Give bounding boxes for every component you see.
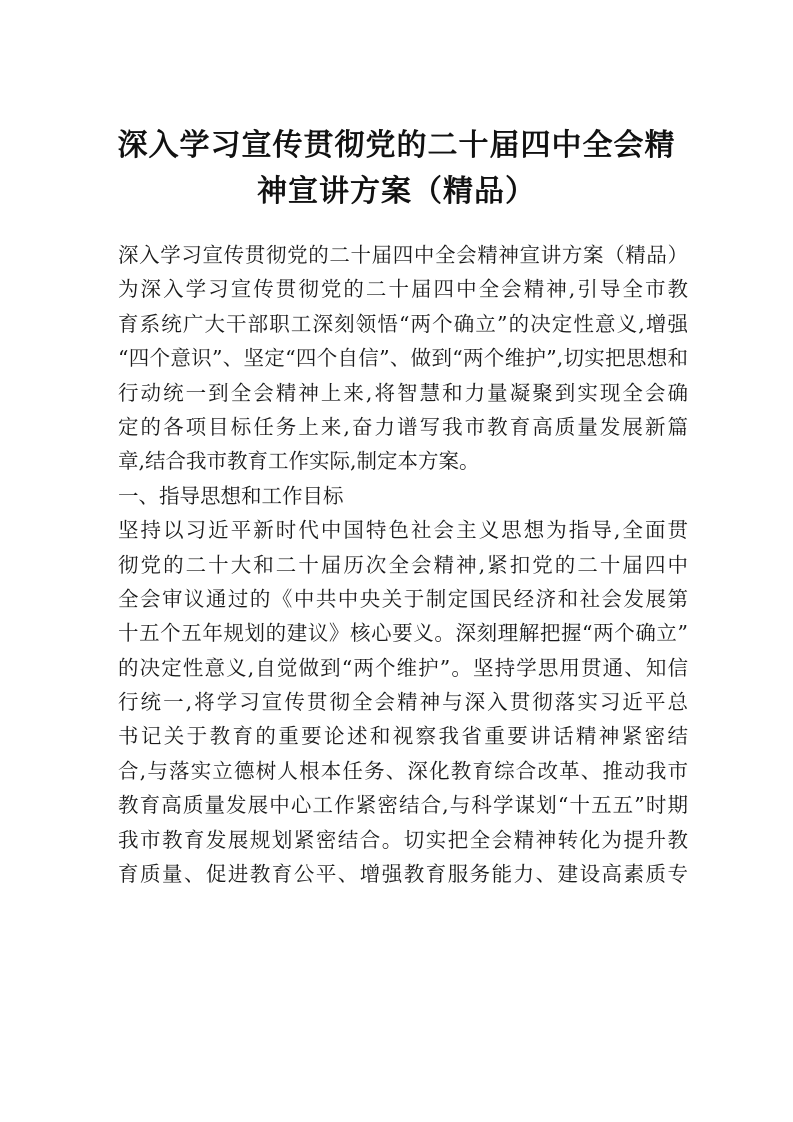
- body-text-line: 育系统广大干部职工深刻领悟“两个确立”的决定性意义,增强: [118, 311, 688, 336]
- body-text-line: 十五个五年规划的建议》核心要义。深刻理解把握“两个确立”: [118, 621, 688, 646]
- body-text-line: 彻党的二十大和二十届历次全会精神,紧扣党的二十届四中: [118, 552, 688, 577]
- body-text-line: 定的各项目标任务上来,奋力谱写我市教育高质量发展新篇: [118, 414, 688, 439]
- document-title-line-1: 深入学习宣传贯彻党的二十届四中全会精: [117, 128, 676, 163]
- document-title-line-2: 神宣讲方案（精品）: [257, 174, 536, 209]
- body-text-line: 全会审议通过的《中共中央关于制定国民经济和社会发展第: [118, 586, 688, 611]
- body-text-line: 深入学习宣传贯彻党的二十届四中全会精神宣讲方案（精品）: [118, 243, 688, 267]
- body-text-line: 章,结合我市教育工作实际,制定本方案。: [118, 449, 480, 474]
- body-text-line: 书记关于教育的重要论述和视察我省重要讲话精神紧密结: [118, 724, 688, 749]
- body-text-line: 合,与落实立德树人根本任务、深化教育综合改革、推动我市: [118, 758, 688, 783]
- body-text-line: 的决定性意义,自觉做到“两个维护”。坚持学思用贯通、知信: [118, 655, 688, 680]
- body-text-line: 一、指导思想和工作目标: [118, 483, 344, 508]
- body-text-line: 为深入学习宣传贯彻党的二十届四中全会精神,引导全市教: [118, 277, 688, 302]
- body-text-line: 育质量、促进教育公平、增强教育服务能力、建设高素质专: [118, 862, 688, 887]
- body-text-line: 教育高质量发展中心工作紧密结合,与科学谋划“十五五”时期: [118, 793, 688, 818]
- body-text-line: 坚持以习近平新时代中国特色社会主义思想为指导,全面贯: [118, 518, 688, 543]
- body-text-line: 行统一,将学习宣传贯彻全会精神与深入贯彻落实习近平总: [118, 690, 688, 715]
- body-text-line: 行动统一到全会精神上来,将智慧和力量凝聚到实现全会确: [118, 380, 688, 405]
- body-text-line: “四个意识”、坚定“四个自信”、做到“两个维护”,切实把思想和: [118, 346, 688, 371]
- document-body: [118, 238, 688, 891]
- body-text-line: 我市教育发展规划紧密结合。切实把全会精神转化为提升教: [118, 827, 688, 852]
